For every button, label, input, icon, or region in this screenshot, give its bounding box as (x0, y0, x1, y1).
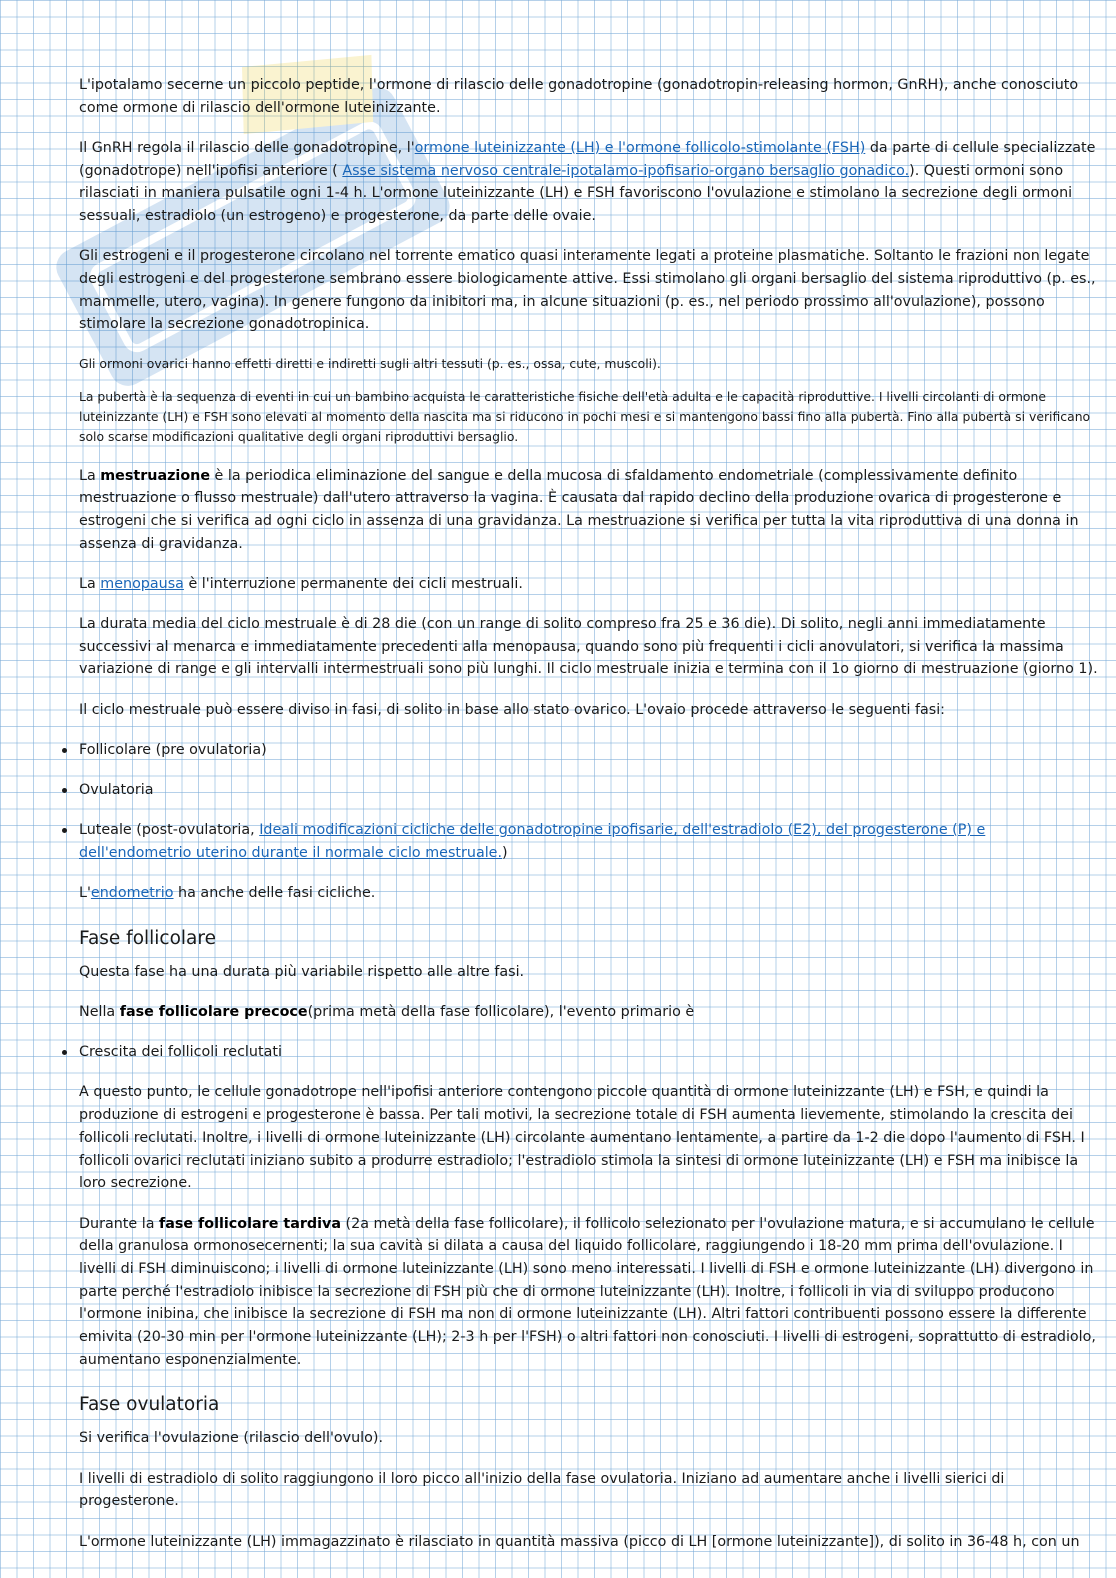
paragraph-gnrh-intro: L'ipotalamo secerne un piccolo peptide, l'ormone di rilascio delle gonadotropine (gonadotropin-releasing hormon, GnRH), anche conosciuto come ormone di rilascio dell'ormone luteinizzante. (79, 77, 1079, 116)
keyword-fase-follicolare-tardiva: fase follicolare tardiva (159, 1215, 341, 1232)
list-item: Luteale (post-ovulatoria, Ideali modificazioni cicliche delle gonadotropine ipofisarie, dell'estradiolo (E2), del progesterone (P) e dell'endometrio uterino durante il normale ciclo mestruale.) (79, 819, 1099, 864)
document-body (79, 74, 1099, 1571)
list-item: Ovulatoria (79, 779, 1099, 802)
list-item: Follicolare (pre ovulatoria) (79, 739, 1099, 762)
paragraph-fase-tardiva: Durante la fase follicolare tardiva (2a metà della fase follicolare), il follicolo selezionato per l'ovulazione matura, e si accumulano le cellule della granulosa ormonosecernenti; la sua cavità si dilata a causa del liquido follicolare, raggiungendo i 18-20 mm prima dell'ovulazione. I livelli di FSH diminuiscono; i livelli di ormone luteinizzante (LH) sono meno interessati. I livelli di FSH e ormone luteinizzante (LH) divergono in parte perché l'estradiolo inibisce la secrezione di FSH più che di ormone luteinizzante (LH). Inoltre, i follicoli in via di sviluppo producono l'ormone inibina, che inibisce la secrezione di FSH ma non di ormone luteinizzante (LH). Altri fattori contribuenti possono essere la differente emivita (20-30 min per l'ormone luteinizzante (LH); 2-3 h per l'FSH) o altri fattori non conosciuti. I livelli di estrogeni, soprattutto di estradiolo, aumentano esponenzialmente. (79, 1215, 1096, 1368)
paragraph-menopausa: La menopausa è l'interruzione permanente dei cicli mestruali. (79, 575, 523, 592)
paragraph-durata-ciclo: La durata media del ciclo mestruale è di 28 die (con un range di solito compreso fra 25 e 36 die). Di solito, negli anni immediatamente successivi al menarca e immediatamente precedenti alla menopausa, quando sono più frequenti i cicli anovulatori, si verifica la massima variazione di range e gli intervalli intermestruali sono più lunghi. Il ciclo mestruale inizia e termina con il 1o giorno di mestruazione (giorno 1). (79, 616, 1098, 678)
link-asse-sistema-nervoso[interactable]: Asse sistema nervoso centrale-ipotalamo-ipofisario-organo bersaglio gonadico. (342, 162, 910, 179)
heading-fase-ovulatoria: Fase ovulatoria (79, 1394, 220, 1416)
paragraph-fase-precoce: Nella fase follicolare precoce(prima metà della fase follicolare), l'evento primario è (79, 1004, 695, 1021)
paragraph-gonadotrope: A questo punto, le cellule gonadotrope nell'ipofisi anteriore contengono piccole quantità di ormone luteinizzante (LH) e FSH, e quindi la produzione di estrogeni e progesterone è bassa. Per tali motivi, la secrezione totale di FSH aumenta lievemente, stimolando la crescita dei follicoli reclutati. Inoltre, i livelli di ormone luteinizzante (LH) circolante aumentano lentamente, a partire da 1-2 die dopo l'aumento di FSH. I follicoli ovarici reclutati iniziano subito a produrre estradiolo; l'estradiolo stimola la sintesi di ormone luteinizzante (LH) e FSH ma inibisce la loro secrezione. (79, 1084, 1085, 1192)
keyword-mestruazione: mestruazione (100, 467, 211, 484)
list-evento-primario (79, 1041, 1099, 1064)
paragraph-fasi-intro: Il ciclo mestruale può essere diviso in fasi, di solito in base allo stato ovarico. L'ovaio procede attraverso le seguenti fasi: (79, 701, 945, 718)
paragraph-picco-lh: L'ormone luteinizzante (LH) immagazzinato è rilasciato in quantità massiva (picco di LH [ormone luteinizzante]), di solito in 36-48 h, con un (79, 1533, 1080, 1550)
list-fasi-ovaio (79, 739, 1099, 865)
paragraph-mestruazione: La mestruazione è la periodica eliminazione del sangue e della mucosa di sfaldamento endometriale (complessivamente definito mestruazione o flusso mestruale) dall'utero attraverso la vagina. È causata dal rapido declino della produzione ovarica di progesterone e estrogeni che si verifica ad ogni ciclo in assenza di una gravidanza. La mestruazione si verifica per tutta la vita riproduttiva di una donna in assenza di gravidanza. (79, 467, 1079, 552)
paragraph-gnrh-regulation: Il GnRH regola il rilascio delle gonadotropine, l'ormone luteinizzante (LH) e l'ormone follicolo-stimolante (FSH) da parte di cellule specializzate (gonadotrope) nell'ipofisi anteriore ( Asse sistema nervoso centrale-ipotalamo-ipofisario-organo bersaglio gonadico.). Questi ormoni sono rilasciati in maniera pulsatile ogni 1-4 h. L'ormone luteinizzante (LH) e FSH favoriscono l'ovulazione e stimolano la secrezione degli ormoni sessuali, estradiolo (un estrogeno) e progesterone, da parte delle ovaie. (79, 139, 1096, 225)
link-lh-fsh[interactable]: ormone luteinizzante (LH) e l'ormone follicolo-stimolante (FSH) (414, 139, 866, 156)
link-modificazioni-cicliche[interactable]: Ideali modificazioni cicliche delle gonadotropine ipofisarie, dell'estradiolo (E2), del progesterone (P) e dell'endometrio uterino durante il normale ciclo mestruale. (79, 822, 986, 861)
link-menopausa[interactable]: menopausa (100, 575, 184, 592)
heading-fase-follicolare: Fase follicolare (79, 927, 216, 949)
link-endometrio[interactable]: endometrio (90, 885, 174, 902)
paragraph-ovulazione: Si verifica l'ovulazione (rilascio dell'ovulo). (79, 1430, 383, 1447)
paragraph-estradiolo-picco: I livelli di estradiolo di solito raggiungono il loro picco all'inizio della fase ovulatoria. Iniziano ad aumentare anche i livelli sierici di progesterone. (79, 1470, 1005, 1510)
paragraph-puberta: La pubertà è la sequenza di eventi in cui un bambino acquista le caratteristiche fisiche dell'età adulta e le capacità riproduttive. I livelli circolanti di ormone luteinizzante (LH) e FSH sono elevati al momento della nascita ma si riducono in pochi mesi e si mantengono bassi fino alla pubertà. Fino alla pubertà si verificano solo scarse modificazioni qualitative degli organi riproduttivi bersaglio. (79, 388, 1091, 444)
keyword-fase-follicolare-precoce: fase follicolare precoce (119, 1004, 308, 1021)
paragraph-ormoni-ovarici: Gli ormoni ovarici hanno effetti diretti e indiretti sugli altri tessuti (p. es., ossa, cute, muscoli). (79, 355, 661, 371)
paragraph-estrogeni-progesterone: Gli estrogeni e il progesterone circolano nel torrente ematico quasi interamente legati a proteine plasmatiche. Soltanto le frazioni non legate degli estrogeni e del progesterone sembrano essere biologicamente attive. Essi stimolano gli organi bersaglio del sistema riproduttivo (p. es., mammelle, utero, vagina). In genere fungono da inibitori ma, in alcune situazioni (p. es., nel periodo prossimo all'ovulazione), possono stimolare la secrezione gonadotropinica. (79, 248, 1096, 333)
list-item: Crescita dei follicoli reclutati (79, 1041, 1099, 1064)
paragraph-endometrio: L'endometrio ha anche delle fasi cicliche. (79, 885, 376, 902)
paragraph-durata-variabile: Questa fase ha una durata più variabile rispetto alle altre fasi. (79, 963, 525, 980)
